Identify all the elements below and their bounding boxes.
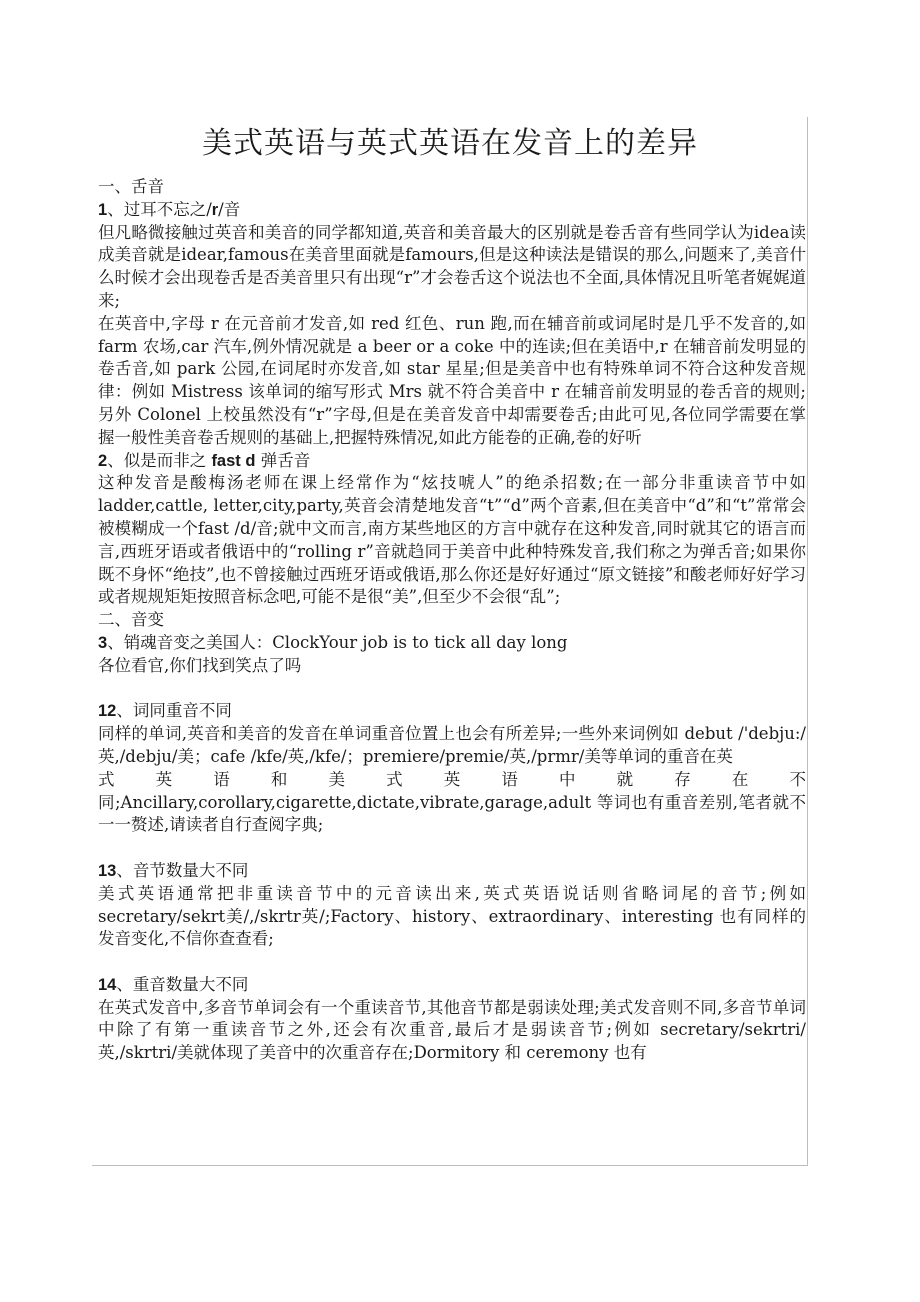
blank-line [98,951,806,974]
subsection-heading-2 [98,450,806,473]
heading-text: 、重音数量大不同 [116,974,249,994]
paragraph-1: 但凡略微接触过英音和美音的同学都知道,英音和美音最大的区别就是卷舌音有些同学认为idea读成美音就是idear,famous在美音里面就是famours,但是这种读法是错误的那么,问题来了,美音什么时候才会出现卷舌是否美音里只有出现“r”才会卷舌这个说法也不全面,具体情况且听笔者娓娓道来; [98,222,806,310]
page-border-right [807,117,808,1165]
document-body [98,176,806,1065]
paragraph-6: 美式英语通常把非重读音节中的元音读出来,英式英语说话则省略词尾的音节;例如 secretary/sekrt美/,/skrtr英/;Factory、history、extraordinary、interesting 也有同样的发音变化,不信你查查看; [98,883,806,949]
paragraph-5b: 式 英 语 和 美 式 英 语 中 就 存 在 不 [98,769,806,789]
paragraph-5a: 同样的单词,英音和美音的发音在单词重音位置上也会有所差异;一些外来词例如 debut /'debju:/英,/debju/美；cafe /kfe/英,/kfe/；premiere/premie/英,/prmr/美等单词的重音在英 [98,724,806,766]
paragraph-3: 这种发音是酸梅汤老师在课上经常作为“炫技唬人”的绝杀招数;在一部分非重读音节中如 ladder,cattle, letter,city,party,英音会清楚地发音“t”“d”两个音素,但在美音中“d”和“t”常常会被模糊成一个fast /d/音;就中文而言,南方某些地区的方言中就存在这种发音,同时就其它的语言而言,西班牙语或者俄语中的“rolling r”音就趋同于美音中此种特殊发音,我们称之为弹舌音;如果你既不身怀“绝技”,也不曾接触过西班牙语或俄语,那么你还是好好通过“原文链接”和酸老师好好学习或者规规矩矩按照音标念吧,可能不是很“美”,但至少不会很“乱”; [98,473,806,607]
blank-line [98,678,806,701]
heading-text: 、过耳不忘之/ [107,199,212,219]
heading-tail: 弹舌音 [255,450,311,470]
heading-number: 1 [98,200,108,219]
heading-text: 、销魂音变之美国人：ClockYour job is to tick all day long [107,632,568,652]
section-heading-1: 一、舌音 [98,177,164,196]
paragraph-2: 在英音中,字母 r 在元音前才发音,如 red 红色、run 跑,而在辅音前或词尾时是几乎不发音的,如 farm 农场,car 汽车,例外情况就是 a beer or a coke 中的连读;但在美语中,r 在辅音前发明显的卷舌音,如 park 公园,在词尾时亦发音,如 star 星星;但是美音中也有特殊单词不符合这种发音规律：例如 Mistress 该单词的缩写形式 Mrs 就不符合美音中 r 在辅音前发明显的卷舌音的规则;另外 Colonel 上校虽然没有“r”字母,但是在美音发音中却需要卷舌;由此可见,各位同学需要在掌握一般性美音卷舌规则的基础上,把握特殊情况,如此方能卷的正确,卷的好听 [98,313,806,447]
document-title: 美式英语与英式英语在发音上的差异 [202,126,698,162]
paragraph-4: 各位看官,你们找到笑点了吗 [98,655,302,675]
heading-tail: /音 [218,199,241,219]
subsection-heading-1 [98,199,806,222]
heading-number: 2 [98,451,108,470]
heading-number: 14 [98,975,117,994]
heading-bold-text: fast d [211,451,256,470]
paragraph-5c: 同;Ancillary,corollary,cigarette,dictate,vibrate,garage,adult 等词也有重音差别,笔者就不一一赘述,请读者自行查阅字典; [98,792,806,835]
subsection-heading-3 [98,632,806,655]
subsection-heading-14 [98,974,806,997]
blank-line [98,837,806,860]
heading-number: 13 [98,861,117,880]
page-border-bottom [92,1165,808,1166]
subsection-heading-12 [98,700,806,723]
heading-text: 、词同重音不同 [116,701,232,721]
heading-bold-text: r [211,200,219,219]
heading-number: 12 [98,702,117,721]
section-heading-2: 二、音变 [98,610,164,630]
heading-number: 3 [98,633,108,652]
subsection-heading-13 [98,860,806,883]
heading-text: 、音节数量大不同 [116,860,249,880]
heading-text: 、似是而非之 [107,450,212,470]
paragraph-7: 在英式发音中,多音节单词会有一个重读音节,其他音节都是弱读处理;美式发音则不同,多音节单词中除了有第一重读音节之外,还会有次重音,最后才是弱读音节;例如 secretary/sekrtri/英,/skrtri/美就体现了美音中的次重音存在;Dormitory 和 ceremony 也有 [98,997,806,1063]
